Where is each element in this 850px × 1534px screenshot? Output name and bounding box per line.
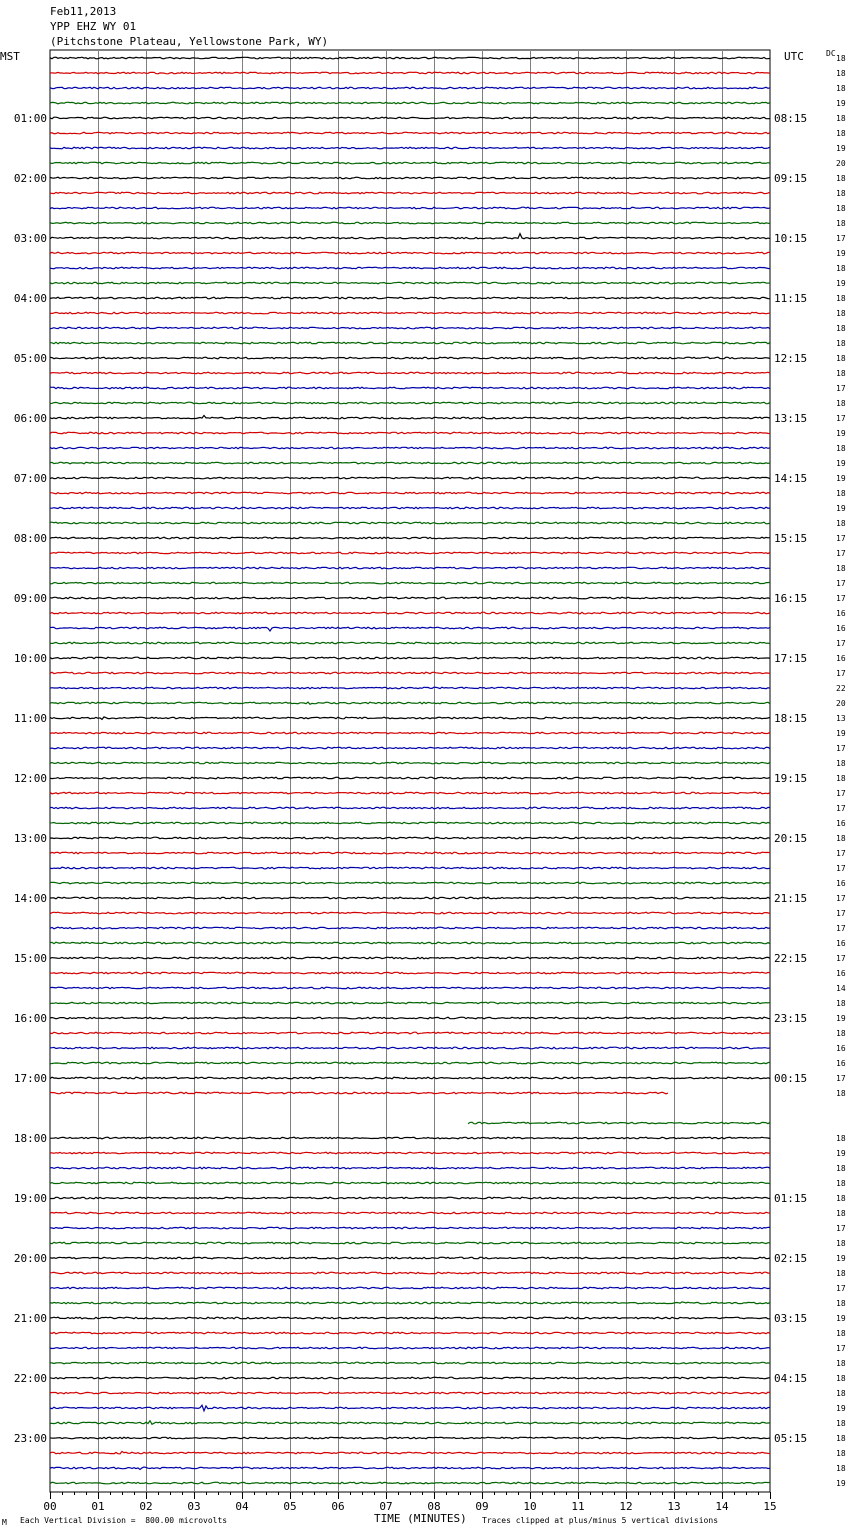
dc-offset-label: 14 <box>836 984 846 993</box>
dc-offset-label: 16 <box>836 939 846 948</box>
dc-offset-label: 18 <box>836 1419 846 1428</box>
utc-axis-title: UTC <box>784 50 804 63</box>
dc-offset-label: 18 <box>836 1239 846 1248</box>
seismic-trace <box>50 942 770 944</box>
dc-offset-label: 19 <box>836 1014 846 1023</box>
utc-hour-label: 02:15 <box>774 1252 808 1265</box>
dc-offset-label: 18 <box>836 204 846 213</box>
dc-offset-label: 17 <box>836 909 846 918</box>
seismic-trace <box>50 132 770 134</box>
seismic-trace <box>50 1451 770 1454</box>
dc-offset-label: 19 <box>836 429 846 438</box>
seismic-trace <box>50 1092 770 1094</box>
dc-offset-label: 17 <box>836 579 846 588</box>
mst-axis-title: MST <box>0 50 20 63</box>
utc-hour-label: 10:15 <box>774 232 808 245</box>
mst-hour-label: 22:00 <box>13 1372 47 1385</box>
dc-offset-label: 18 <box>836 174 846 183</box>
seismic-trace <box>50 1317 770 1319</box>
dc-offset-label: 19 <box>836 504 846 513</box>
dc-offset-label: 18 <box>836 354 846 363</box>
dc-offset-label: 16 <box>836 819 846 828</box>
seismic-trace <box>50 1287 770 1289</box>
dc-offset-label: 18 <box>836 369 846 378</box>
clip-note: Traces clipped at plus/minus 5 vertical divisions <box>482 1516 719 1525</box>
seismic-trace <box>468 1122 770 1124</box>
dc-offset-label: 17 <box>836 804 846 813</box>
x-axis-label: TIME (MINUTES) <box>374 1512 467 1525</box>
dc-offset-label: 19 <box>836 144 846 153</box>
dc-offset-label: 18 <box>836 489 846 498</box>
corner-mark: M <box>2 1518 7 1527</box>
dc-offset-label: 17 <box>836 744 846 753</box>
seismic-trace <box>50 447 770 449</box>
x-tick-label: 13 <box>667 1500 681 1513</box>
station-code: YPP EHZ WY 01 <box>50 20 137 33</box>
scale-note: Each Vertical Division = 800.00 microvolts <box>20 1516 228 1525</box>
dc-offset-label: 18 <box>836 1134 846 1143</box>
x-tick-label: 14 <box>715 1500 729 1513</box>
dc-offset-label: 19 <box>836 1404 846 1413</box>
mst-hour-label: 04:00 <box>13 292 47 305</box>
seismic-trace <box>50 1002 770 1004</box>
seismic-trace <box>50 1062 770 1064</box>
seismic-trace <box>50 582 770 584</box>
dc-offset-label: 18 <box>836 309 846 318</box>
seismic-trace <box>50 147 770 149</box>
mst-hour-label: 19:00 <box>13 1192 47 1205</box>
x-tick-label: 03 <box>187 1500 201 1513</box>
dc-offset-label: 18 <box>836 1029 846 1038</box>
mst-hour-label: 07:00 <box>13 472 47 485</box>
utc-hour-label: 16:15 <box>774 592 808 605</box>
seismic-trace <box>50 1437 770 1439</box>
dc-offset-label: 18 <box>836 1164 846 1173</box>
utc-hour-label: 00:15 <box>774 1072 808 1085</box>
seismic-trace <box>50 492 770 494</box>
seismic-trace <box>50 777 770 779</box>
seismic-trace <box>50 1242 770 1244</box>
dc-offset-label: 18 <box>836 324 846 333</box>
seismic-trace <box>50 927 770 929</box>
dc-offset-label: 16 <box>836 654 846 663</box>
seismic-trace <box>50 402 770 404</box>
seismic-trace <box>50 957 770 959</box>
seismic-trace <box>50 312 770 314</box>
mst-hour-label: 15:00 <box>13 952 47 965</box>
utc-hour-label: 22:15 <box>774 952 808 965</box>
dc-offset-label: 18 <box>836 1464 846 1473</box>
utc-hour-label: 11:15 <box>774 292 808 305</box>
seismic-trace <box>50 192 770 194</box>
mst-hour-label: 20:00 <box>13 1252 47 1265</box>
mst-hour-label: 06:00 <box>13 412 47 425</box>
seismic-trace <box>50 672 770 674</box>
dc-offset-label: 18 <box>836 1389 846 1398</box>
dc-offset-label: 20 <box>836 159 846 168</box>
dc-offset-label: 17 <box>836 384 846 393</box>
mst-hour-label: 01:00 <box>13 112 47 125</box>
seismic-trace <box>50 297 770 299</box>
dc-offset-label: 22 <box>836 684 846 693</box>
dc-offset-label: 16 <box>836 624 846 633</box>
seismic-trace <box>50 642 770 644</box>
dc-offset-label: 18 <box>836 219 846 228</box>
seismic-trace <box>50 792 770 794</box>
mst-hour-label: 05:00 <box>13 352 47 365</box>
seismic-trace <box>50 416 770 419</box>
seismic-trace <box>50 102 770 104</box>
dc-offset-label: 17 <box>836 549 846 558</box>
seismic-trace <box>50 1137 770 1139</box>
seismic-trace <box>50 1421 770 1425</box>
dc-offset-label: 17 <box>836 1344 846 1353</box>
utc-hour-label: 14:15 <box>774 472 808 485</box>
x-tick-label: 15 <box>763 1500 777 1513</box>
mst-hour-label: 03:00 <box>13 232 47 245</box>
seismic-trace <box>50 477 770 479</box>
seismic-trace <box>50 282 770 284</box>
seismic-trace <box>50 177 770 179</box>
seismic-trace <box>50 1302 770 1304</box>
x-tick-label: 12 <box>619 1500 633 1513</box>
seismic-trace <box>50 717 770 720</box>
dc-offset-label: 18 <box>836 759 846 768</box>
seismic-trace <box>50 612 770 614</box>
mst-hour-label: 12:00 <box>13 772 47 785</box>
dc-offset-label: 18 <box>836 399 846 408</box>
x-tick-label: 11 <box>571 1500 585 1513</box>
record-date: Feb11,2013 <box>50 5 117 18</box>
utc-hour-label: 01:15 <box>774 1192 808 1205</box>
utc-hour-label: 08:15 <box>774 112 808 125</box>
dc-offset-label: 19 <box>836 474 846 483</box>
seismic-trace <box>50 702 770 704</box>
utc-hour-label: 05:15 <box>774 1432 808 1445</box>
seismic-trace <box>50 252 770 254</box>
dc-offset-label: 17 <box>836 234 846 243</box>
seismic-trace <box>50 987 770 989</box>
seismic-trace <box>50 234 770 239</box>
seismic-trace <box>50 1272 770 1274</box>
x-tick-label: 02 <box>139 1500 153 1513</box>
seismic-trace <box>50 1377 770 1379</box>
mst-hour-label: 13:00 <box>13 832 47 845</box>
dc-offset-label: 18 <box>836 519 846 528</box>
mst-hour-label: 08:00 <box>13 532 47 545</box>
dc-offset-label: 16 <box>836 609 846 618</box>
seismic-trace <box>50 1167 770 1169</box>
seismic-trace <box>50 657 770 659</box>
seismic-trace <box>50 1047 770 1049</box>
plot-frame <box>50 50 770 1492</box>
dc-offset-label: 18 <box>836 999 846 1008</box>
dc-offset-label: 19 <box>836 279 846 288</box>
seismic-trace <box>50 432 770 434</box>
x-tick-label: 06 <box>331 1500 345 1513</box>
seismic-trace <box>50 897 770 899</box>
dc-offset-label: 18 <box>836 114 846 123</box>
dc-offset-label: 18 <box>836 189 846 198</box>
dc-offset-label: 18 <box>836 1299 846 1308</box>
seismic-trace <box>50 207 770 209</box>
seismic-trace <box>50 687 770 689</box>
seismic-trace <box>50 462 770 464</box>
dc-offset-label: 19 <box>836 1314 846 1323</box>
x-tick-label: 10 <box>523 1500 537 1513</box>
seismic-trace <box>50 1197 770 1199</box>
seismic-trace <box>50 1482 770 1484</box>
seismic-trace <box>50 522 770 524</box>
utc-hour-label: 15:15 <box>774 532 808 545</box>
dc-offset-label: 18 <box>836 1179 846 1188</box>
dc-offset-label: 13 <box>836 714 846 723</box>
seismic-trace <box>50 507 770 509</box>
utc-hour-label: 23:15 <box>774 1012 808 1025</box>
seismic-trace <box>50 387 770 389</box>
seismic-trace <box>50 57 770 59</box>
seismic-trace <box>50 1347 770 1349</box>
x-tick-label: 05 <box>283 1500 297 1513</box>
dc-offset-label: 18 <box>836 264 846 273</box>
dc-offset-label: 17 <box>836 849 846 858</box>
dc-offset-label: 18 <box>836 1374 846 1383</box>
mst-hour-label: 21:00 <box>13 1312 47 1325</box>
dc-offset-label: 18 <box>836 1329 846 1338</box>
seismic-trace <box>50 117 770 119</box>
dc-offset-title: DC <box>826 49 836 58</box>
dc-offset-label: 16 <box>836 879 846 888</box>
dc-offset-label: 19 <box>836 1254 846 1263</box>
x-tick-label: 09 <box>475 1500 489 1513</box>
dc-offset-label: 17 <box>836 594 846 603</box>
dc-offset-label: 17 <box>836 894 846 903</box>
dc-offset-label: 19 <box>836 99 846 108</box>
dc-offset-label: 17 <box>836 639 846 648</box>
utc-hour-label: 12:15 <box>774 352 808 365</box>
dc-offset-label: 16 <box>836 969 846 978</box>
dc-offset-label: 18 <box>836 129 846 138</box>
dc-offset-label: 18 <box>836 444 846 453</box>
seismic-trace <box>50 1257 770 1259</box>
mst-hour-label: 16:00 <box>13 1012 47 1025</box>
seismic-trace <box>50 1152 770 1154</box>
seismic-trace <box>50 867 770 869</box>
dc-offset-label: 18 <box>836 1359 846 1368</box>
seismic-trace <box>50 1182 770 1184</box>
seismic-trace <box>50 1077 770 1079</box>
dc-offset-label: 17 <box>836 534 846 543</box>
dc-offset-label: 19 <box>836 1479 846 1488</box>
seismic-trace <box>50 807 770 809</box>
seismic-trace <box>50 222 770 224</box>
seismic-trace <box>50 627 770 631</box>
utc-hour-label: 21:15 <box>774 892 808 905</box>
seismic-trace <box>50 852 770 854</box>
seismic-trace <box>50 72 770 74</box>
seismic-trace <box>50 912 770 914</box>
seismic-trace <box>50 1212 770 1214</box>
seismic-trace <box>50 1332 770 1334</box>
x-tick-label: 08 <box>427 1500 441 1513</box>
dc-offset-label: 19 <box>836 249 846 258</box>
mst-hour-label: 11:00 <box>13 712 47 725</box>
dc-offset-label: 17 <box>836 789 846 798</box>
dc-offset-label: 18 <box>836 1089 846 1098</box>
utc-hour-label: 03:15 <box>774 1312 808 1325</box>
dc-offset-label: 17 <box>836 924 846 933</box>
mst-hour-label: 17:00 <box>13 1072 47 1085</box>
dc-offset-label: 16 <box>836 1059 846 1068</box>
utc-hour-label: 13:15 <box>774 412 808 425</box>
mst-hour-label: 18:00 <box>13 1132 47 1145</box>
dc-offset-label: 19 <box>836 459 846 468</box>
seismic-trace <box>50 762 770 764</box>
seismic-trace <box>50 822 770 824</box>
utc-hour-label: 18:15 <box>774 712 808 725</box>
seismic-trace <box>50 342 770 344</box>
dc-offset-label: 18 <box>836 564 846 573</box>
dc-offset-label: 20 <box>836 699 846 708</box>
seismic-trace <box>50 162 770 164</box>
dc-offset-label: 17 <box>836 1224 846 1233</box>
seismic-trace <box>50 1017 770 1019</box>
seismic-trace <box>50 537 770 539</box>
seismic-trace <box>50 87 770 89</box>
mst-hour-label: 09:00 <box>13 592 47 605</box>
mst-hour-label: 02:00 <box>13 172 47 185</box>
station-location: (Pitchstone Plateau, Yellowstone Park, WY) <box>50 35 329 48</box>
dc-offset-label: 18 <box>836 294 846 303</box>
dc-offset-label: 19 <box>836 729 846 738</box>
dc-offset-label: 18 <box>836 1269 846 1278</box>
x-tick-label: 07 <box>379 1500 393 1513</box>
dc-offset-label: 17 <box>836 414 846 423</box>
mst-hour-label: 10:00 <box>13 652 47 665</box>
x-tick-label: 00 <box>43 1500 57 1513</box>
mst-hour-label: 14:00 <box>13 892 47 905</box>
dc-offset-label: 17 <box>836 669 846 678</box>
dc-offset-label: 18 <box>836 84 846 93</box>
dc-offset-label: 17 <box>836 864 846 873</box>
dc-offset-label: 18 <box>836 1449 846 1458</box>
seismic-trace <box>50 1392 770 1394</box>
utc-hour-label: 04:15 <box>774 1372 808 1385</box>
dc-offset-label: 17 <box>836 1074 846 1083</box>
seismic-trace <box>50 1405 770 1411</box>
dc-offset-label: 18 <box>836 1209 846 1218</box>
seismic-trace <box>50 1362 770 1364</box>
dc-offset-label: 18 <box>836 1194 846 1203</box>
seismic-trace <box>50 972 770 974</box>
seismic-trace <box>50 597 770 599</box>
seismic-trace <box>50 837 770 839</box>
dc-offset-label: 18 <box>836 1434 846 1443</box>
dc-offset-label: 17 <box>836 1284 846 1293</box>
dc-offset-label: 18 <box>836 774 846 783</box>
dc-offset-label: 16 <box>836 1044 846 1053</box>
dc-offset-label: 18 <box>836 834 846 843</box>
utc-hour-label: 09:15 <box>774 172 808 185</box>
seismic-trace <box>50 267 770 269</box>
utc-hour-label: 19:15 <box>774 772 808 785</box>
seismic-trace <box>50 372 770 374</box>
seismic-trace <box>50 552 770 554</box>
seismic-trace <box>50 1032 770 1034</box>
utc-hour-label: 20:15 <box>774 832 808 845</box>
dc-offset-label: 19 <box>836 1149 846 1158</box>
seismic-trace <box>50 747 770 749</box>
x-tick-label: 01 <box>91 1500 105 1513</box>
seismic-trace <box>50 732 770 734</box>
seismic-trace <box>50 567 770 569</box>
seismic-trace <box>50 327 770 329</box>
dc-offset-label: 18 <box>836 54 846 63</box>
dc-offset-label: 18 <box>836 339 846 348</box>
seismic-trace <box>50 357 770 359</box>
seismic-trace <box>50 1467 770 1470</box>
utc-hour-label: 17:15 <box>774 652 808 665</box>
dc-offset-label: 17 <box>836 954 846 963</box>
mst-hour-label: 23:00 <box>13 1432 47 1445</box>
seismic-trace <box>50 882 770 884</box>
seismic-trace <box>50 1227 770 1229</box>
dc-offset-label: 18 <box>836 69 846 78</box>
x-tick-label: 04 <box>235 1500 249 1513</box>
